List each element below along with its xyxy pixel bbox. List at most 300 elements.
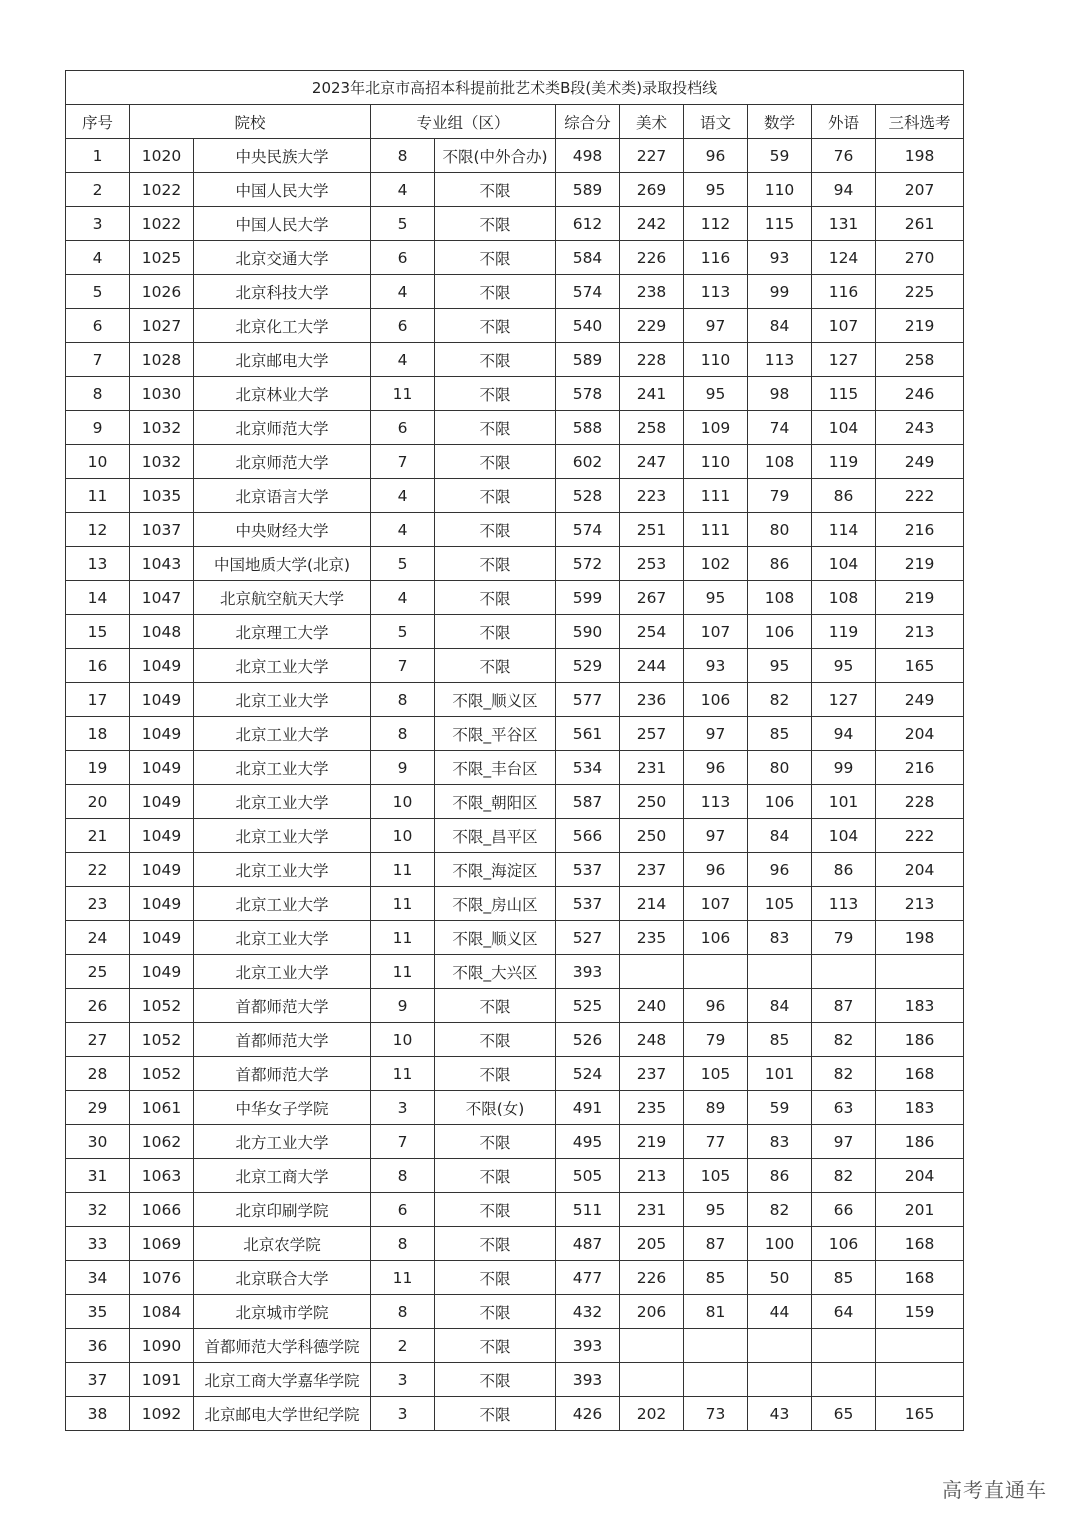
cell-group-limit: 不限_昌平区 xyxy=(435,819,556,853)
cell-elective: 168 xyxy=(876,1227,964,1261)
cell-school-code: 1047 xyxy=(130,581,194,615)
cell-foreign: 85 xyxy=(812,1261,876,1295)
cell-foreign: 94 xyxy=(812,173,876,207)
cell-school-name: 北京工业大学 xyxy=(194,683,371,717)
table-row xyxy=(66,343,964,377)
cell-group-limit: 不限 xyxy=(435,1159,556,1193)
cell-school-name: 北京工业大学 xyxy=(194,751,371,785)
cell-chinese: 106 xyxy=(684,683,748,717)
cell-seq: 28 xyxy=(66,1057,130,1091)
cell-seq: 8 xyxy=(66,377,130,411)
cell-math: 96 xyxy=(748,853,812,887)
cell-school-code: 1049 xyxy=(130,751,194,785)
cell-school-code: 1026 xyxy=(130,275,194,309)
cell-school-name: 北京工业大学 xyxy=(194,819,371,853)
cell-math: 101 xyxy=(748,1057,812,1091)
table-row xyxy=(66,649,964,683)
cell-seq: 27 xyxy=(66,1023,130,1057)
cell-art: 228 xyxy=(620,343,684,377)
cell-group-limit: 不限 xyxy=(435,581,556,615)
cell-seq: 7 xyxy=(66,343,130,377)
cell-total: 426 xyxy=(556,1397,620,1431)
cell-foreign: 108 xyxy=(812,581,876,615)
cell-chinese: 97 xyxy=(684,309,748,343)
cell-group-no: 4 xyxy=(371,173,435,207)
cell-seq: 13 xyxy=(66,547,130,581)
cell-total: 537 xyxy=(556,887,620,921)
watermark: 高考直通车 xyxy=(942,1478,1047,1502)
cell-seq: 9 xyxy=(66,411,130,445)
cell-art: 241 xyxy=(620,377,684,411)
cell-math xyxy=(748,1363,812,1397)
cell-chinese: 87 xyxy=(684,1227,748,1261)
cell-seq: 38 xyxy=(66,1397,130,1431)
cell-chinese: 102 xyxy=(684,547,748,581)
cell-elective: 213 xyxy=(876,887,964,921)
cell-seq: 31 xyxy=(66,1159,130,1193)
cell-school-code: 1035 xyxy=(130,479,194,513)
cell-math: 86 xyxy=(748,547,812,581)
header-school: 院校 xyxy=(130,105,371,139)
cell-art: 258 xyxy=(620,411,684,445)
header-elective: 三科选考 xyxy=(876,105,964,139)
cell-chinese: 79 xyxy=(684,1023,748,1057)
cell-chinese: 96 xyxy=(684,853,748,887)
cell-group-limit: 不限 xyxy=(435,309,556,343)
cell-math: 95 xyxy=(748,649,812,683)
cell-school-code: 1022 xyxy=(130,207,194,241)
cell-seq: 12 xyxy=(66,513,130,547)
cell-school-name: 北京工商大学 xyxy=(194,1159,371,1193)
cell-school-name: 北京语言大学 xyxy=(194,479,371,513)
cell-foreign: 104 xyxy=(812,547,876,581)
cell-school-name: 北京印刷学院 xyxy=(194,1193,371,1227)
admission-score-table xyxy=(65,70,964,1431)
cell-school-name: 中国地质大学(北京) xyxy=(194,547,371,581)
cell-foreign: 63 xyxy=(812,1091,876,1125)
cell-seq: 21 xyxy=(66,819,130,853)
cell-group-limit: 不限 xyxy=(435,513,556,547)
cell-school-name: 中国人民大学 xyxy=(194,207,371,241)
cell-math: 113 xyxy=(748,343,812,377)
table-body xyxy=(66,139,964,1431)
cell-total: 393 xyxy=(556,1363,620,1397)
table-row xyxy=(66,1363,964,1397)
table-row xyxy=(66,717,964,751)
cell-math xyxy=(748,955,812,989)
cell-art: 236 xyxy=(620,683,684,717)
cell-elective: 168 xyxy=(876,1261,964,1295)
cell-school-name: 北京科技大学 xyxy=(194,275,371,309)
cell-math: 59 xyxy=(748,1091,812,1125)
cell-total: 491 xyxy=(556,1091,620,1125)
cell-chinese: 107 xyxy=(684,887,748,921)
cell-group-limit: 不限_大兴区 xyxy=(435,955,556,989)
cell-elective: 249 xyxy=(876,683,964,717)
cell-school-name: 北京林业大学 xyxy=(194,377,371,411)
cell-art: 206 xyxy=(620,1295,684,1329)
cell-elective: 219 xyxy=(876,547,964,581)
cell-total: 529 xyxy=(556,649,620,683)
table-row xyxy=(66,513,964,547)
cell-school-name: 中华女子学院 xyxy=(194,1091,371,1125)
cell-school-name: 北京工业大学 xyxy=(194,717,371,751)
cell-group-no: 5 xyxy=(371,615,435,649)
cell-total: 572 xyxy=(556,547,620,581)
table-row xyxy=(66,819,964,853)
cell-school-name: 北京邮电大学世纪学院 xyxy=(194,1397,371,1431)
cell-seq: 23 xyxy=(66,887,130,921)
cell-school-code: 1043 xyxy=(130,547,194,581)
cell-school-code: 1090 xyxy=(130,1329,194,1363)
cell-school-code: 1049 xyxy=(130,717,194,751)
cell-art: 257 xyxy=(620,717,684,751)
cell-group-limit: 不限 xyxy=(435,649,556,683)
header-art: 美术 xyxy=(620,105,684,139)
cell-total: 525 xyxy=(556,989,620,1023)
cell-school-name: 北京航空航天大学 xyxy=(194,581,371,615)
cell-art: 251 xyxy=(620,513,684,547)
cell-total: 432 xyxy=(556,1295,620,1329)
cell-school-code: 1049 xyxy=(130,649,194,683)
cell-elective: 165 xyxy=(876,1397,964,1431)
cell-total: 584 xyxy=(556,241,620,275)
cell-art: 238 xyxy=(620,275,684,309)
header-row xyxy=(66,105,964,139)
cell-group-no: 11 xyxy=(371,1261,435,1295)
cell-chinese xyxy=(684,1329,748,1363)
cell-group-limit: 不限 xyxy=(435,173,556,207)
cell-school-name: 北京联合大学 xyxy=(194,1261,371,1295)
cell-elective: 165 xyxy=(876,649,964,683)
cell-group-no: 11 xyxy=(371,1057,435,1091)
cell-school-name: 北京工业大学 xyxy=(194,955,371,989)
cell-total: 561 xyxy=(556,717,620,751)
cell-group-no: 8 xyxy=(371,139,435,173)
cell-group-no: 5 xyxy=(371,207,435,241)
cell-math: 99 xyxy=(748,275,812,309)
cell-foreign: 76 xyxy=(812,139,876,173)
cell-group-no: 8 xyxy=(371,683,435,717)
cell-school-code: 1052 xyxy=(130,989,194,1023)
cell-total: 526 xyxy=(556,1023,620,1057)
cell-seq: 17 xyxy=(66,683,130,717)
cell-total: 528 xyxy=(556,479,620,513)
header-seq: 序号 xyxy=(66,105,130,139)
cell-chinese xyxy=(684,1363,748,1397)
cell-math: 84 xyxy=(748,309,812,343)
cell-school-name: 北京工商大学嘉华学院 xyxy=(194,1363,371,1397)
cell-group-no: 10 xyxy=(371,1023,435,1057)
cell-group-limit: 不限 xyxy=(435,1261,556,1295)
cell-school-code: 1066 xyxy=(130,1193,194,1227)
cell-foreign: 95 xyxy=(812,649,876,683)
cell-total: 599 xyxy=(556,581,620,615)
cell-foreign: 97 xyxy=(812,1125,876,1159)
cell-total: 495 xyxy=(556,1125,620,1159)
cell-group-limit: 不限 xyxy=(435,479,556,513)
cell-school-code: 1025 xyxy=(130,241,194,275)
cell-chinese: 95 xyxy=(684,1193,748,1227)
cell-group-no: 9 xyxy=(371,751,435,785)
cell-math: 93 xyxy=(748,241,812,275)
cell-seq: 15 xyxy=(66,615,130,649)
cell-elective: 186 xyxy=(876,1125,964,1159)
cell-chinese: 96 xyxy=(684,989,748,1023)
cell-art: 237 xyxy=(620,1057,684,1091)
cell-school-name: 北京城市学院 xyxy=(194,1295,371,1329)
cell-school-code: 1022 xyxy=(130,173,194,207)
cell-foreign: 106 xyxy=(812,1227,876,1261)
cell-group-limit: 不限 xyxy=(435,1023,556,1057)
cell-total: 537 xyxy=(556,853,620,887)
cell-art: 269 xyxy=(620,173,684,207)
cell-seq: 37 xyxy=(66,1363,130,1397)
cell-school-code: 1049 xyxy=(130,887,194,921)
cell-foreign: 82 xyxy=(812,1023,876,1057)
cell-elective: 207 xyxy=(876,173,964,207)
cell-foreign: 94 xyxy=(812,717,876,751)
cell-foreign xyxy=(812,1329,876,1363)
table-row xyxy=(66,1261,964,1295)
table-row xyxy=(66,173,964,207)
cell-seq: 29 xyxy=(66,1091,130,1125)
cell-school-name: 北京工业大学 xyxy=(194,887,371,921)
cell-art: 237 xyxy=(620,853,684,887)
cell-math: 83 xyxy=(748,1125,812,1159)
cell-chinese: 89 xyxy=(684,1091,748,1125)
cell-math: 106 xyxy=(748,615,812,649)
cell-seq: 30 xyxy=(66,1125,130,1159)
cell-math: 80 xyxy=(748,751,812,785)
cell-group-no: 10 xyxy=(371,819,435,853)
cell-art: 253 xyxy=(620,547,684,581)
cell-total: 524 xyxy=(556,1057,620,1091)
cell-chinese: 81 xyxy=(684,1295,748,1329)
cell-foreign: 119 xyxy=(812,615,876,649)
cell-art: 214 xyxy=(620,887,684,921)
cell-seq: 26 xyxy=(66,989,130,1023)
cell-foreign: 124 xyxy=(812,241,876,275)
cell-school-name: 中央财经大学 xyxy=(194,513,371,547)
table-row xyxy=(66,785,964,819)
cell-seq: 16 xyxy=(66,649,130,683)
cell-art: 213 xyxy=(620,1159,684,1193)
cell-foreign: 64 xyxy=(812,1295,876,1329)
table-row xyxy=(66,921,964,955)
cell-seq: 20 xyxy=(66,785,130,819)
header-foreign: 外语 xyxy=(812,105,876,139)
table-row xyxy=(66,1295,964,1329)
cell-group-limit: 不限 xyxy=(435,547,556,581)
cell-group-no: 4 xyxy=(371,581,435,615)
cell-school-code: 1061 xyxy=(130,1091,194,1125)
table-row xyxy=(66,309,964,343)
cell-elective: 198 xyxy=(876,139,964,173)
cell-group-no: 6 xyxy=(371,241,435,275)
cell-art: 223 xyxy=(620,479,684,513)
cell-foreign: 65 xyxy=(812,1397,876,1431)
cell-group-limit: 不限 xyxy=(435,377,556,411)
cell-school-name: 首都师范大学 xyxy=(194,989,371,1023)
cell-art: 226 xyxy=(620,241,684,275)
cell-total: 587 xyxy=(556,785,620,819)
cell-group-limit: 不限(中外合办) xyxy=(435,139,556,173)
cell-art: 205 xyxy=(620,1227,684,1261)
cell-group-limit: 不限 xyxy=(435,241,556,275)
header-chinese: 语文 xyxy=(684,105,748,139)
cell-foreign: 82 xyxy=(812,1057,876,1091)
cell-elective: 168 xyxy=(876,1057,964,1091)
cell-math: 106 xyxy=(748,785,812,819)
cell-group-limit: 不限 xyxy=(435,1227,556,1261)
table-row xyxy=(66,989,964,1023)
cell-school-code: 1032 xyxy=(130,445,194,479)
cell-total: 566 xyxy=(556,819,620,853)
cell-seq: 2 xyxy=(66,173,130,207)
cell-total: 527 xyxy=(556,921,620,955)
cell-group-no: 5 xyxy=(371,547,435,581)
cell-seq: 5 xyxy=(66,275,130,309)
cell-elective: 246 xyxy=(876,377,964,411)
cell-elective: 243 xyxy=(876,411,964,445)
cell-elective: 261 xyxy=(876,207,964,241)
cell-school-code: 1084 xyxy=(130,1295,194,1329)
cell-school-name: 北京师范大学 xyxy=(194,411,371,445)
cell-foreign: 131 xyxy=(812,207,876,241)
cell-elective: 219 xyxy=(876,581,964,615)
cell-chinese: 107 xyxy=(684,615,748,649)
cell-elective: 183 xyxy=(876,989,964,1023)
cell-group-limit: 不限 xyxy=(435,207,556,241)
cell-group-limit: 不限_房山区 xyxy=(435,887,556,921)
cell-math: 80 xyxy=(748,513,812,547)
cell-seq: 10 xyxy=(66,445,130,479)
cell-group-no: 3 xyxy=(371,1363,435,1397)
cell-seq: 34 xyxy=(66,1261,130,1295)
cell-elective: 204 xyxy=(876,853,964,887)
cell-school-code: 1032 xyxy=(130,411,194,445)
cell-art: 250 xyxy=(620,785,684,819)
cell-art: 229 xyxy=(620,309,684,343)
cell-math: 44 xyxy=(748,1295,812,1329)
cell-school-code: 1028 xyxy=(130,343,194,377)
cell-school-name: 北京交通大学 xyxy=(194,241,371,275)
cell-group-no: 4 xyxy=(371,343,435,377)
cell-art: 242 xyxy=(620,207,684,241)
cell-chinese: 111 xyxy=(684,513,748,547)
cell-foreign: 114 xyxy=(812,513,876,547)
cell-total: 534 xyxy=(556,751,620,785)
cell-seq: 14 xyxy=(66,581,130,615)
cell-total: 574 xyxy=(556,275,620,309)
cell-total: 477 xyxy=(556,1261,620,1295)
cell-school-code: 1020 xyxy=(130,139,194,173)
cell-elective: 216 xyxy=(876,751,964,785)
cell-math: 110 xyxy=(748,173,812,207)
cell-foreign xyxy=(812,1363,876,1397)
cell-school-name: 北京农学院 xyxy=(194,1227,371,1261)
table-row xyxy=(66,751,964,785)
table-row xyxy=(66,241,964,275)
cell-foreign: 66 xyxy=(812,1193,876,1227)
cell-art: 235 xyxy=(620,1091,684,1125)
cell-seq: 19 xyxy=(66,751,130,785)
table-row xyxy=(66,207,964,241)
cell-math: 105 xyxy=(748,887,812,921)
cell-total: 540 xyxy=(556,309,620,343)
cell-foreign: 82 xyxy=(812,1159,876,1193)
header-math: 数学 xyxy=(748,105,812,139)
cell-art xyxy=(620,1363,684,1397)
cell-elective: 159 xyxy=(876,1295,964,1329)
cell-elective: 204 xyxy=(876,717,964,751)
cell-foreign: 101 xyxy=(812,785,876,819)
cell-seq: 35 xyxy=(66,1295,130,1329)
cell-seq: 25 xyxy=(66,955,130,989)
table-row xyxy=(66,581,964,615)
cell-group-no: 11 xyxy=(371,887,435,921)
cell-math: 83 xyxy=(748,921,812,955)
cell-group-no: 7 xyxy=(371,1125,435,1159)
table-row xyxy=(66,1193,964,1227)
cell-math: 43 xyxy=(748,1397,812,1431)
cell-art: 202 xyxy=(620,1397,684,1431)
cell-art: 226 xyxy=(620,1261,684,1295)
cell-school-name: 中央民族大学 xyxy=(194,139,371,173)
cell-group-limit: 不限 xyxy=(435,1295,556,1329)
cell-art: 248 xyxy=(620,1023,684,1057)
cell-art: 244 xyxy=(620,649,684,683)
cell-total: 612 xyxy=(556,207,620,241)
cell-chinese: 106 xyxy=(684,921,748,955)
cell-seq: 36 xyxy=(66,1329,130,1363)
table-row xyxy=(66,1159,964,1193)
table-row xyxy=(66,887,964,921)
cell-art: 219 xyxy=(620,1125,684,1159)
cell-group-limit: 不限 xyxy=(435,343,556,377)
table-row xyxy=(66,683,964,717)
cell-school-code: 1049 xyxy=(130,683,194,717)
cell-elective xyxy=(876,955,964,989)
cell-group-limit: 不限_顺义区 xyxy=(435,683,556,717)
cell-chinese xyxy=(684,955,748,989)
cell-group-no: 11 xyxy=(371,955,435,989)
cell-math: 108 xyxy=(748,581,812,615)
cell-school-name: 北方工业大学 xyxy=(194,1125,371,1159)
cell-group-no: 10 xyxy=(371,785,435,819)
header-total: 综合分 xyxy=(556,105,620,139)
cell-group-limit: 不限 xyxy=(435,615,556,649)
cell-school-code: 1049 xyxy=(130,853,194,887)
cell-group-limit: 不限_朝阳区 xyxy=(435,785,556,819)
cell-math: 79 xyxy=(748,479,812,513)
cell-total: 588 xyxy=(556,411,620,445)
cell-math xyxy=(748,1329,812,1363)
cell-elective xyxy=(876,1329,964,1363)
cell-group-no: 6 xyxy=(371,309,435,343)
cell-group-limit: 不限 xyxy=(435,989,556,1023)
cell-total: 589 xyxy=(556,343,620,377)
table-title: 2023年北京市高招本科提前批艺术类B段(美术类)录取投档线 xyxy=(66,71,964,105)
cell-school-code: 1037 xyxy=(130,513,194,547)
cell-total: 602 xyxy=(556,445,620,479)
cell-total: 393 xyxy=(556,955,620,989)
cell-elective: 219 xyxy=(876,309,964,343)
cell-elective xyxy=(876,1363,964,1397)
cell-seq: 33 xyxy=(66,1227,130,1261)
cell-chinese: 112 xyxy=(684,207,748,241)
